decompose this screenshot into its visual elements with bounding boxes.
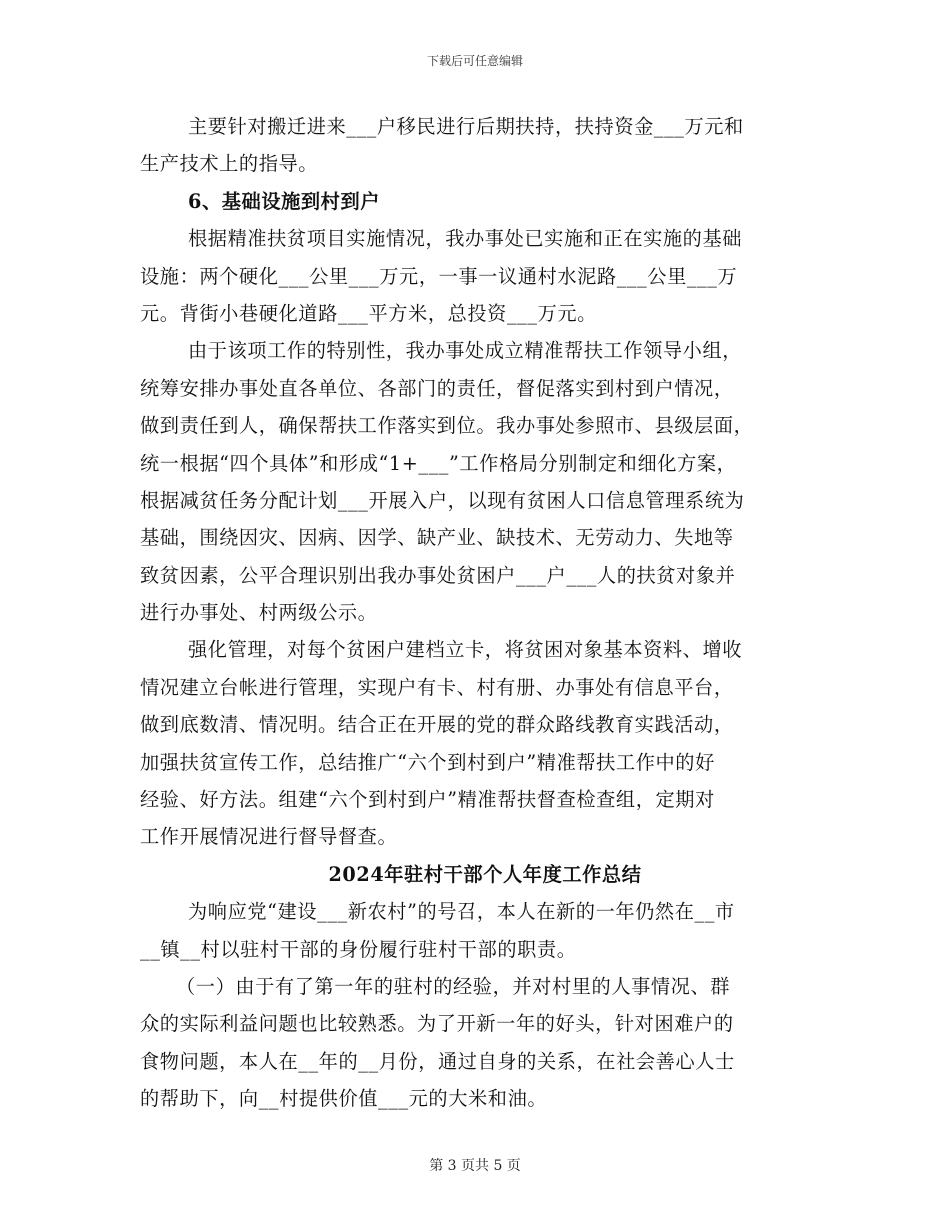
paragraph-line: 众的实际利益问题也比较熟悉。为了开新一年的好头，针对困难户的 xyxy=(140,1012,734,1036)
paragraph-line: 的帮助下，向__村提供价值___元的大米和油。 xyxy=(140,1087,548,1111)
paragraph-line: 统筹安排办事处直各单位、各部门的责任，督促落实到村到户情况， xyxy=(140,376,734,400)
paragraph-line: 做到责任到人，确保帮扶工作落实到位。我办事处参照市、县级层面， xyxy=(140,414,754,438)
paragraph-line: 做到底数清、情况明。结合正在开展的党的群众路线教育实践活动， xyxy=(140,713,734,737)
paragraph-line: 根据减贫任务分配计划___开展入户，以现有贫困人口信息管理系统为 xyxy=(140,488,745,512)
paragraph-line: 致贫因素，公平合理识别出我办事处贫困户___户___人的扶贫对象并 xyxy=(140,563,736,587)
paragraph-line: 工作开展情况进行督导督查。 xyxy=(140,825,398,849)
paragraph-line: 设施：两个硬化___公里___万元，一事一议通村水泥路___公里___万 xyxy=(140,264,738,288)
paragraph-line: 食物问题，本人在__年的__月份，通过自身的关系，在社会善心人士 xyxy=(140,1049,735,1073)
document-title: 2024年驻村干部个人年度工作总结 xyxy=(328,862,642,886)
paragraph-line: 统一根据“四个具体”和形成“1+___”工作格局分别制定和细化方案， xyxy=(140,451,737,475)
paragraph-line: 经验、好方法。组建“六个到村到户”精准帮扶督查检查组，定期对 xyxy=(140,788,715,812)
paragraph-line: 加强扶贫宣传工作，总结推广“六个到村到户”精准帮扶工作中的好 xyxy=(140,750,715,774)
paragraph-line: 根据精准扶贫项目实施情况，我办事处已实施和正在实施的基础 xyxy=(188,227,743,251)
paragraph-line: 进行办事处、村两级公示。 xyxy=(140,601,378,625)
paragraph-line: （一）由于有了第一年的驻村的经验，并对村里的人事情况、群 xyxy=(176,974,731,998)
paragraph-line: __镇__村以驻村干部的身份履行驻村干部的职责。 xyxy=(140,937,577,961)
paragraph-line: 由于该项工作的特别性，我办事处成立精准帮扶工作领导小组， xyxy=(188,339,743,363)
section-heading: 6、基础设施到村到户 xyxy=(188,189,381,213)
paragraph-line: 基础，围绕因灾、因病、因学、缺产业、缺技术、无劳动力、失地等 xyxy=(140,526,734,550)
paragraph-line: 主要针对搬迁进来___户移民进行后期扶持，扶持资金___万元和 xyxy=(188,115,744,138)
document-body xyxy=(140,108,830,1118)
page-header: 下载后可任意编辑 xyxy=(426,54,523,68)
paragraph-line: 元。背街小巷硬化道路___平方米，总投资___万元。 xyxy=(140,301,597,325)
paragraph-line: 强化管理，对每个贫困户建档立卡，将贫困对象基本资料、增收 xyxy=(188,638,743,662)
page-footer: 第 3 页共 5 页 xyxy=(429,1158,521,1174)
paragraph-line: 情况建立台帐进行管理，实现户有卡、村有册、办事处有信息平台， xyxy=(140,675,734,699)
paragraph-line: 为响应党“建设___新农村”的号召，本人在新的一年仍然在__市 xyxy=(188,900,735,924)
paragraph-line: 生产技术上的指导。 xyxy=(140,152,319,176)
